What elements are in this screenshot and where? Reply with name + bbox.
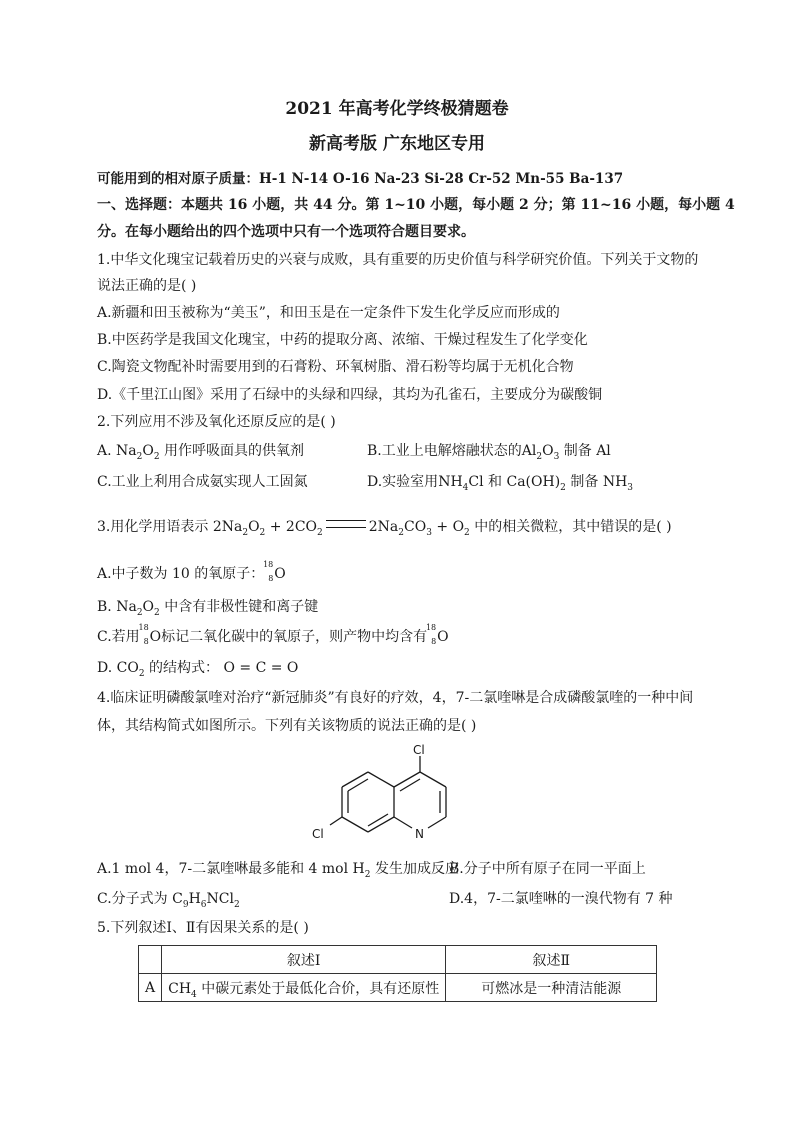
table-header-cell: 叙述Ⅱ	[446, 946, 657, 974]
q4-option-d: D.4，7-二氯喹啉的一溴代物有 7 种	[449, 891, 673, 907]
q4-option-c: C.分子式为 $C_9H_6NCl_2$	[97, 891, 240, 910]
q3-option-c: C.若用 18 8 O标记二氧化碳中的氧原子，则产物中均含有 18 8 O	[97, 623, 449, 646]
q3-stem: 3.用化学用语表示 $2Na_2O_2 + 2CO_2$ $2Na_2CO_3 + O_2$ 中的相关微粒，其中错误的是( )	[97, 519, 672, 538]
table-cell: $CH_4$ 中碳元素处于最低化合价，具有还原性	[162, 974, 446, 1002]
dichloroquinoline-structure	[312, 742, 482, 846]
q4-stem-line1: 4.临床证明磷酸氯喹对治疗“新冠肺炎”有良好的疗效，4，7-二氯喹啉是合成磷酸氯喹的一种中间	[97, 690, 694, 706]
q1-option-b: B.中医药学是我国文化瑰宝，中药的提取分离、浓缩、干燥过程发生了化学变化	[97, 332, 588, 348]
q4-option-b: B.分子中所有原子在同一平面上	[449, 861, 646, 877]
section1-line1: 一、选择题：本题共 16 小题，共 44 分。第 1~10 小题，每小题 2 分；第 11~16 小题，每小题 4	[97, 197, 735, 213]
q1-stem-line1: 1.中华文化瑰宝记载着历史的兴衰与成败，具有重要的历史价值与科学研究价值。下列关于文物的	[97, 252, 699, 268]
atomic-masses: 可能用到的相对原子质量：H-1 N-14 O-16 Na-23 Si-28 Cr-52 Mn-55 Ba-137	[97, 171, 624, 187]
table-header-cell: 叙述Ⅰ	[162, 946, 446, 974]
q3-option-b: B. $Na_2O_2$ 中含有非极性键和离子键	[97, 599, 319, 618]
exam-subtitle: 新高考版 广东地区专用	[309, 134, 485, 154]
q4-option-a: A.1 mol 4，7-二氯喹啉最多能和 4 mol $H_2$ 发生加成反应	[97, 861, 459, 880]
isotope-symbol: 18 8	[263, 560, 274, 583]
q1-option-c: C.陶瓷文物配补时需要用到的石膏粉、环氧树脂、滑石粉等均属于无机化合物	[97, 359, 574, 375]
section1-line2: 分。在每小题给出的四个选项中只有一个选项符合题目要求。	[97, 224, 475, 240]
q2-stem: 2.下列应用不涉及氧化还原反应的是( )	[97, 414, 336, 430]
isotope-symbol: 18 8	[138, 623, 149, 646]
q4-stem-line2: 体，其结构简式如图所示。下列有关该物质的说法正确的是( )	[97, 718, 477, 734]
table-header-cell	[139, 946, 162, 974]
q2-option-d: D.实验室用$NH_4Cl$ 和 $Ca(OH)_2$ 制备 $NH_3$	[367, 474, 634, 493]
q1-option-d: D.《千里江山图》采用了石绿中的头绿和四绿，其均为孔雀石，主要成分为碳酸铜	[97, 387, 603, 403]
q5-table	[138, 945, 657, 1002]
nitrogen-label: N	[415, 827, 424, 841]
q3-option-a: A.中子数为 10 的氧原子： 18 8 O	[97, 560, 286, 583]
q2-option-b: B.工业上电解熔融状态的$Al_2O_3$ 制备 Al	[367, 443, 611, 462]
q1-option-a: A.新疆和田玉被称为“美玉”，和田玉是在一定条件下发生化学反应而形成的	[97, 305, 560, 321]
chlorine-top-label: Cl	[413, 743, 425, 757]
chlorine-left-label: Cl	[312, 827, 324, 841]
isotope-symbol: 18 8	[425, 623, 437, 646]
q2-option-a: A. $Na_2O_2$ 用作呼吸面具的供氧剂	[97, 443, 305, 462]
table-row	[139, 974, 657, 1002]
exam-title: 2021 年高考化学终极猜题卷	[285, 99, 509, 119]
q3-option-d: D. $CO_2$ 的结构式： O = C = O	[97, 660, 299, 679]
table-cell: 可燃冰是一种清洁能源	[446, 974, 657, 1002]
molecule-bonds	[330, 756, 446, 832]
q5-stem: 5.下列叙述Ⅰ、Ⅱ有因果关系的是( )	[97, 920, 309, 936]
row-label: A	[139, 974, 162, 1002]
equals-arrow-icon	[326, 520, 366, 528]
q1-stem-line2: 说法正确的是( )	[97, 278, 197, 294]
table-header-row	[139, 946, 657, 974]
q2-option-c: C.工业上利用合成氨实现人工固氮	[97, 474, 308, 490]
